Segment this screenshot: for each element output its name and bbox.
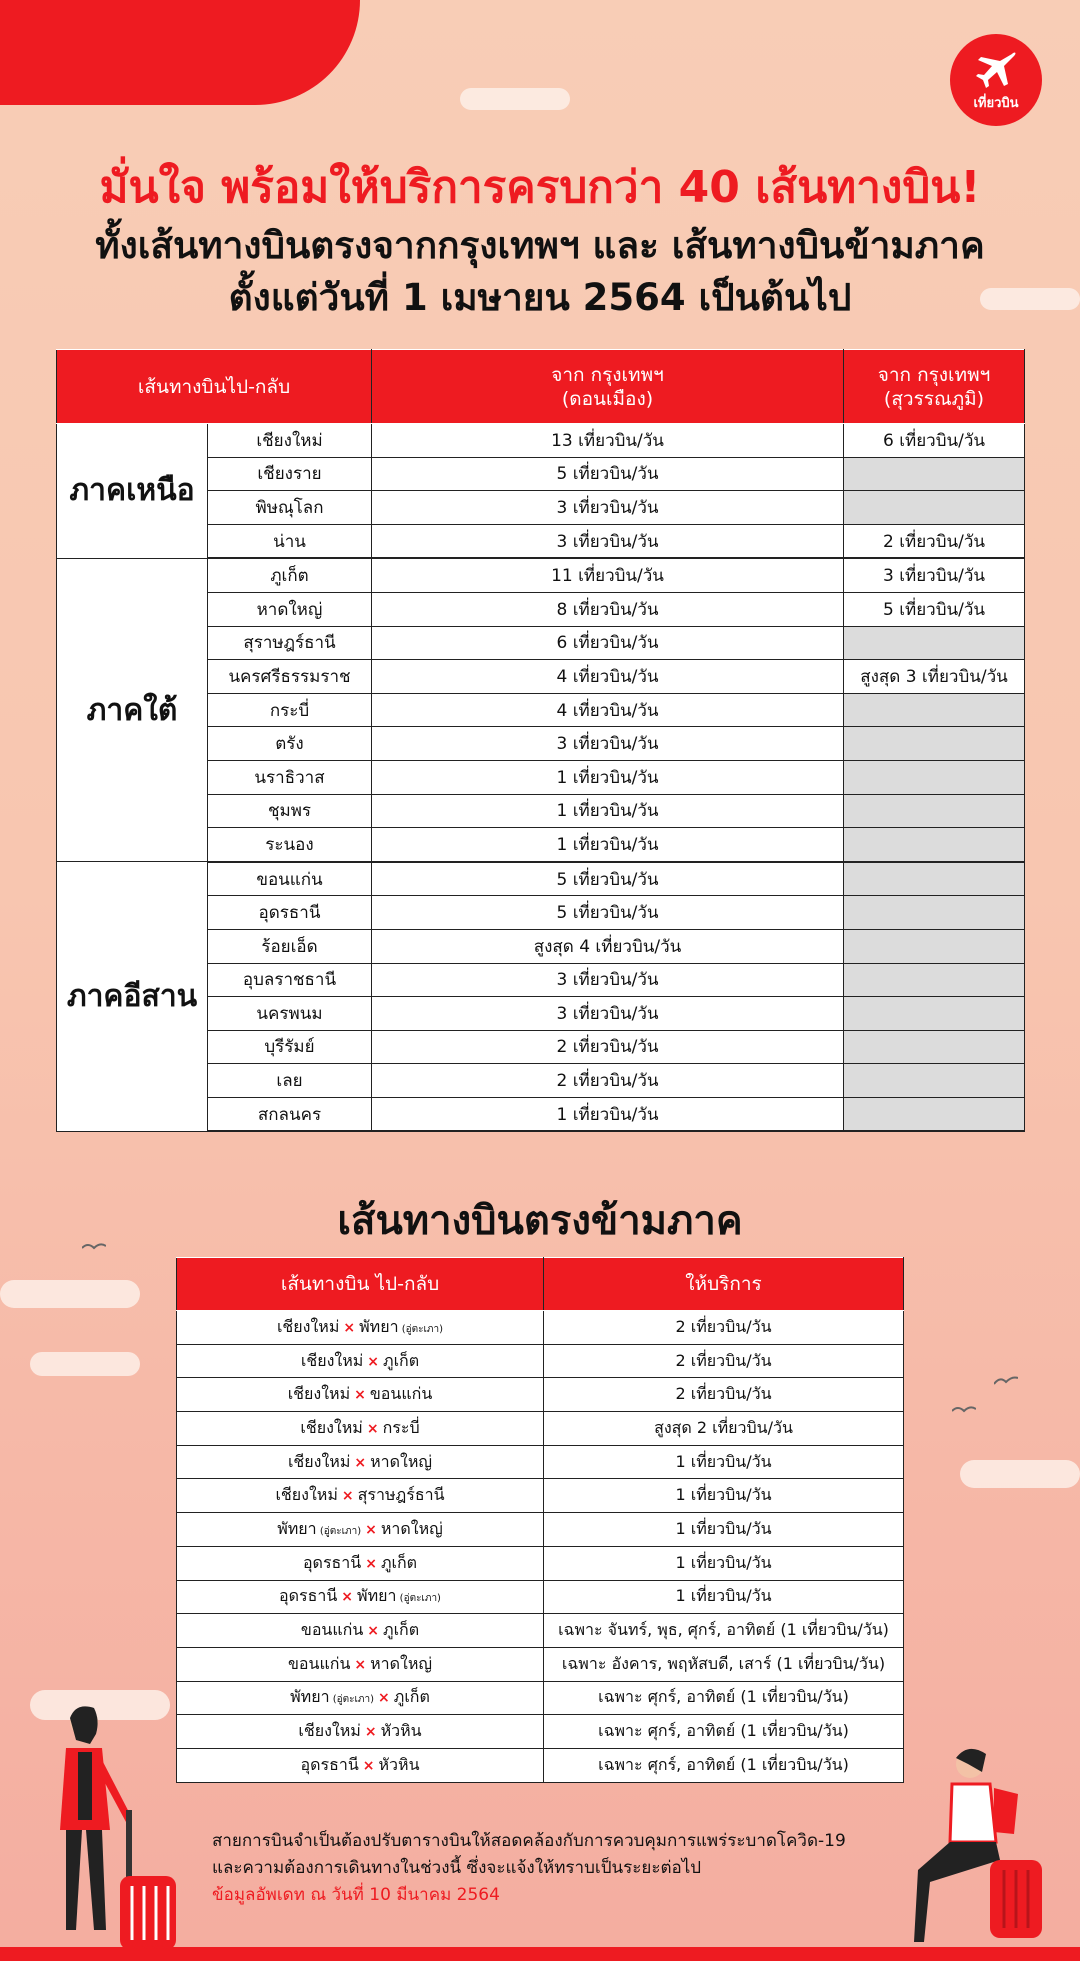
cross-icon: × [341,1488,354,1505]
service-cell: 2 เที่ยวบิน/วัน [544,1311,904,1345]
cross-icon: × [362,1757,375,1774]
cross-icon: × [367,1353,380,1370]
city-cell: สุราษฎร์ธานี [208,626,372,660]
cross-icon: × [354,1387,366,1404]
destination-city: หาดใหญ่ [370,1451,433,1471]
cloud-decoration [460,88,570,110]
city-cell: ร้อยเอ็ด [208,929,372,963]
origin-city: เชียงใหม่ [300,1417,363,1437]
suvarnabhumi-flights-cell: 3 เที่ยวบิน/วัน [844,558,1025,592]
origin-note: (อู่ตะเภา) [329,1694,375,1706]
suvarnabhumi-flights-cell [844,963,1025,997]
table-row [57,862,1025,896]
city-cell: อุดรธานี [208,896,372,930]
destination-note: (อู่ตะเภา) [398,1323,444,1335]
traveler-with-suitcase-illustration [36,1700,206,1955]
suvarnabhumi-flights-cell [844,457,1025,491]
cross-icon: × [365,1521,377,1538]
cloud-decoration [30,1352,140,1376]
table-row [177,1311,904,1345]
route-cell [177,1445,544,1479]
bottom-bar [0,1947,1080,1961]
destination-city: สุราษฎร์ธานี [357,1485,445,1505]
don-mueang-flights-cell: 3 เที่ยวบิน/วัน [372,491,844,525]
don-mueang-flights-cell: 1 เที่ยวบิน/วัน [372,760,844,794]
don-mueang-flights-cell: 3 เที่ยวบิน/วัน [372,963,844,997]
route-cell [177,1546,544,1580]
suvarnabhumi-flights-cell [844,1097,1025,1131]
service-cell: เฉพาะ ศุกร์, อาทิตย์ (1 เที่ยวบิน/วัน) [544,1681,904,1715]
city-cell: นราธิวาส [208,760,372,794]
city-cell: ระนอง [208,828,372,862]
don-mueang-flights-cell: 11 เที่ยวบิน/วัน [372,558,844,592]
city-cell: สกลนคร [208,1097,372,1131]
don-mueang-flights-cell: 8 เที่ยวบิน/วัน [372,592,844,626]
city-cell: อุบลราชธานี [208,963,372,997]
city-cell: เชียงใหม่ [208,424,372,458]
destination-city: ภูเก็ต [383,1620,420,1640]
destination-city: ภูเก็ต [380,1552,418,1572]
service-cell: 1 เที่ยวบิน/วัน [544,1445,904,1479]
bangkok-routes-table [56,349,1025,1132]
city-cell: เชียงราย [208,457,372,491]
don-mueang-flights-cell: 1 เที่ยวบิน/วัน [372,794,844,828]
suvarnabhumi-flights-cell [844,794,1025,828]
region-name: ภาคเหนือ [57,424,208,559]
destination-city: ภูเก็ต [383,1350,420,1370]
destination-note: (อู่ตะเภา) [396,1593,441,1605]
service-cell: 2 เที่ยวบิน/วัน [544,1344,904,1378]
route-cell [177,1344,544,1378]
origin-city: เชียงใหม่ [276,1316,340,1336]
don-mueang-flights-cell: 5 เที่ยวบิน/วัน [372,862,844,896]
subheadline-line-2: ตั้งแต่วันที่ 1 เมษายน 2564 เป็นต้นไป [228,276,852,319]
subheadline-line-1: ทั้งเส้นทางบินตรงจากกรุงเทพฯ และ เส้นทางบินข้ามภาค [95,224,985,267]
destination-city: หัวหิน [378,1754,420,1774]
destination-city: ภูเก็ต [393,1687,430,1707]
service-cell: เฉพาะ ศุกร์, อาทิตย์ (1 เที่ยวบิน/วัน) [544,1748,904,1782]
origin-city: พัทยา [277,1518,317,1538]
region-name: ภาคใต้ [57,558,208,861]
origin-city: พัทยา [290,1687,330,1707]
service-cell: 1 เที่ยวบิน/วัน [544,1479,904,1513]
don-mueang-flights-cell: 1 เที่ยวบิน/วัน [372,828,844,862]
origin-city: เชียงใหม่ [300,1350,364,1370]
suvarnabhumi-flights-cell [844,491,1025,525]
cross-icon: × [367,1623,380,1640]
table-row [177,1479,904,1513]
suvarnabhumi-flights-cell [844,828,1025,862]
suvarnabhumi-flights-cell [844,997,1025,1031]
destination-city: ขอนแก่น [369,1384,433,1404]
cross-icon: × [364,1724,377,1741]
subheadline [0,220,1080,324]
cross-icon: × [354,1656,367,1673]
city-cell: เลย [208,1064,372,1098]
table-row [177,1513,904,1547]
suvarnabhumi-flights-cell [844,896,1025,930]
don-mueang-flights-cell: 2 เที่ยวบิน/วัน [372,1064,844,1098]
bird-icon [952,1405,976,1415]
don-mueang-flights-cell: 3 เที่ยวบิน/วัน [372,727,844,761]
origin-note: (อู่ตะเภา) [316,1525,362,1537]
service-cell: สูงสุด 2 เที่ยวบิน/วัน [544,1412,904,1446]
route-cell [177,1513,544,1547]
route-cell [177,1681,544,1715]
service-cell: 1 เที่ยวบิน/วัน [544,1580,904,1614]
bird-icon [994,1376,1018,1386]
cross-icon: × [341,1589,354,1606]
origin-city: เชียงใหม่ [287,1384,351,1404]
destination-city: หาดใหญ่ [370,1653,433,1673]
table-row [57,558,1025,592]
route-cell [177,1647,544,1681]
service-cell: 1 เที่ยวบิน/วัน [544,1513,904,1547]
city-cell: ภูเก็ต [208,558,372,592]
suvarnabhumi-flights-cell: สูงสุด 3 เที่ยวบิน/วัน [844,660,1025,694]
cross-icon: × [365,1555,377,1572]
cloud-decoration [960,1460,1080,1488]
airplane-icon [974,48,1018,92]
don-mueang-flights-cell: 3 เที่ยวบิน/วัน [372,997,844,1031]
suvarnabhumi-flights-cell [844,1064,1025,1098]
interregional-routes-body [177,1311,904,1783]
section2-title: เส้นทางบินตรงข้ามภาค [337,1198,743,1244]
table-row [177,1378,904,1412]
table-row [177,1748,904,1782]
city-cell: ตรัง [208,727,372,761]
service-cell: เฉพาะ อังคาร, พฤหัสบดี, เสาร์ (1 เที่ยวบิน/วัน) [544,1647,904,1681]
suvarnabhumi-flights-cell [844,727,1025,761]
destination-city: หัวหิน [380,1721,422,1741]
header-don-mueang: จาก กรุงเทพฯ (ดอนเมือง) [372,350,844,424]
destination-city: พัทยา [359,1316,399,1336]
don-mueang-flights-cell: 4 เที่ยวบิน/วัน [372,660,844,694]
destination-city: กระบี่ [382,1417,420,1437]
header-route: เส้นทางบิน ไป-กลับ [177,1258,544,1311]
don-mueang-flights-cell: 1 เที่ยวบิน/วัน [372,1097,844,1131]
table-row [177,1546,904,1580]
route-cell [177,1580,544,1614]
header-route: เส้นทางบินไป-กลับ [57,350,372,424]
suvarnabhumi-flights-cell [844,626,1025,660]
city-cell: ขอนแก่น [208,862,372,896]
service-cell: เฉพาะ จันทร์, พุธ, ศุกร์, อาทิตย์ (1 เที่ยวบิน/วัน) [544,1614,904,1648]
origin-city: อุดรธานี [300,1754,359,1774]
city-cell: กระบี่ [208,693,372,727]
city-cell: พิษณุโลก [208,491,372,525]
don-mueang-flights-cell: 4 เที่ยวบิน/วัน [372,693,844,727]
destination-city: พัทยา [357,1586,397,1606]
origin-city: อุดรธานี [279,1586,338,1606]
cloud-decoration [0,1280,140,1308]
city-cell: น่าน [208,524,372,558]
brand-logo [950,34,1042,126]
route-cell [177,1479,544,1513]
don-mueang-flights-cell: 5 เที่ยวบิน/วัน [372,896,844,930]
suvarnabhumi-flights-cell: 6 เที่ยวบิน/วัน [844,424,1025,458]
city-cell: ชุมพร [208,794,372,828]
headline: มั่นใจ พร้อมให้บริการครบกว่า 40 เส้นทางบิน! [99,162,981,213]
route-cell [177,1378,544,1412]
header-suvarnabhumi: จาก กรุงเทพฯ (สุวรรณภูมิ) [844,350,1025,424]
city-cell: บุรีรัมย์ [208,1030,372,1064]
route-cell [177,1715,544,1749]
route-cell [177,1748,544,1782]
cross-icon: × [354,1454,367,1471]
region-name: ภาคอีสาน [57,862,208,1132]
city-cell: นครศรีธรรมราช [208,660,372,694]
suvarnabhumi-flights-cell [844,1030,1025,1064]
suvarnabhumi-flights-cell [844,929,1025,963]
table-row [177,1344,904,1378]
brand-name: เที่ยวบิน [973,96,1019,111]
origin-city: ขอนแก่น [287,1653,351,1673]
suvarnabhumi-flights-cell: 5 เที่ยวบิน/วัน [844,592,1025,626]
route-cell [177,1614,544,1648]
table-row [177,1580,904,1614]
table-row [57,424,1025,458]
table-row [177,1715,904,1749]
suvarnabhumi-flights-cell [844,693,1025,727]
cross-icon: × [366,1420,379,1437]
cross-icon: × [343,1319,356,1336]
origin-city: เชียงใหม่ [287,1451,351,1471]
bangkok-routes-body [57,424,1025,1132]
don-mueang-flights-cell: 3 เที่ยวบิน/วัน [372,524,844,558]
origin-city: เชียงใหม่ [275,1485,338,1505]
suvarnabhumi-flights-cell: 2 เที่ยวบิน/วัน [844,524,1025,558]
table-row [177,1681,904,1715]
footnote-line-2: และความต้องการเดินทางในช่วงนี้ ซึ่งจะแจ้งให้ทราบเป็นระยะต่อไป [212,1858,702,1878]
suvarnabhumi-flights-cell [844,862,1025,896]
route-cell [177,1311,544,1345]
table-row [177,1445,904,1479]
city-cell: หาดใหญ่ [208,592,372,626]
table-row [177,1647,904,1681]
route-cell [177,1412,544,1446]
footnote-line-1: สายการบินจำเป็นต้องปรับตารางบินให้สอดคล้องกับการควบคุมการแพร่ระบาดโควิด-19 [212,1831,846,1851]
service-cell: เฉพาะ ศุกร์, อาทิตย์ (1 เที่ยวบิน/วัน) [544,1715,904,1749]
origin-city: ขอนแก่น [300,1620,364,1640]
origin-city: อุดรธานี [302,1552,362,1572]
update-date-note: ข้อมูลอัพเดท ณ วันที่ 10 มีนาคม 2564 [212,1885,500,1905]
don-mueang-flights-cell: 6 เที่ยวบิน/วัน [372,626,844,660]
traveler-sitting-on-luggage-illustration [910,1742,1060,1952]
don-mueang-flights-cell: 2 เที่ยวบิน/วัน [372,1030,844,1064]
table-row [177,1412,904,1446]
don-mueang-flights-cell: 5 เที่ยวบิน/วัน [372,457,844,491]
cross-icon: × [378,1690,390,1707]
suvarnabhumi-flights-cell [844,760,1025,794]
service-cell: 1 เที่ยวบิน/วัน [544,1546,904,1580]
origin-city: เชียงใหม่ [298,1721,361,1741]
city-cell: นครพนม [208,997,372,1031]
header-service: ให้บริการ [544,1258,904,1311]
decorative-corner-shape [0,0,360,105]
destination-city: หาดใหญ่ [380,1518,443,1538]
interregional-routes-table [176,1257,904,1783]
table-row [177,1614,904,1648]
service-cell: 2 เที่ยวบิน/วัน [544,1378,904,1412]
footnote [212,1828,846,1909]
don-mueang-flights-cell: 13 เที่ยวบิน/วัน [372,424,844,458]
don-mueang-flights-cell: สูงสุด 4 เที่ยวบิน/วัน [372,929,844,963]
